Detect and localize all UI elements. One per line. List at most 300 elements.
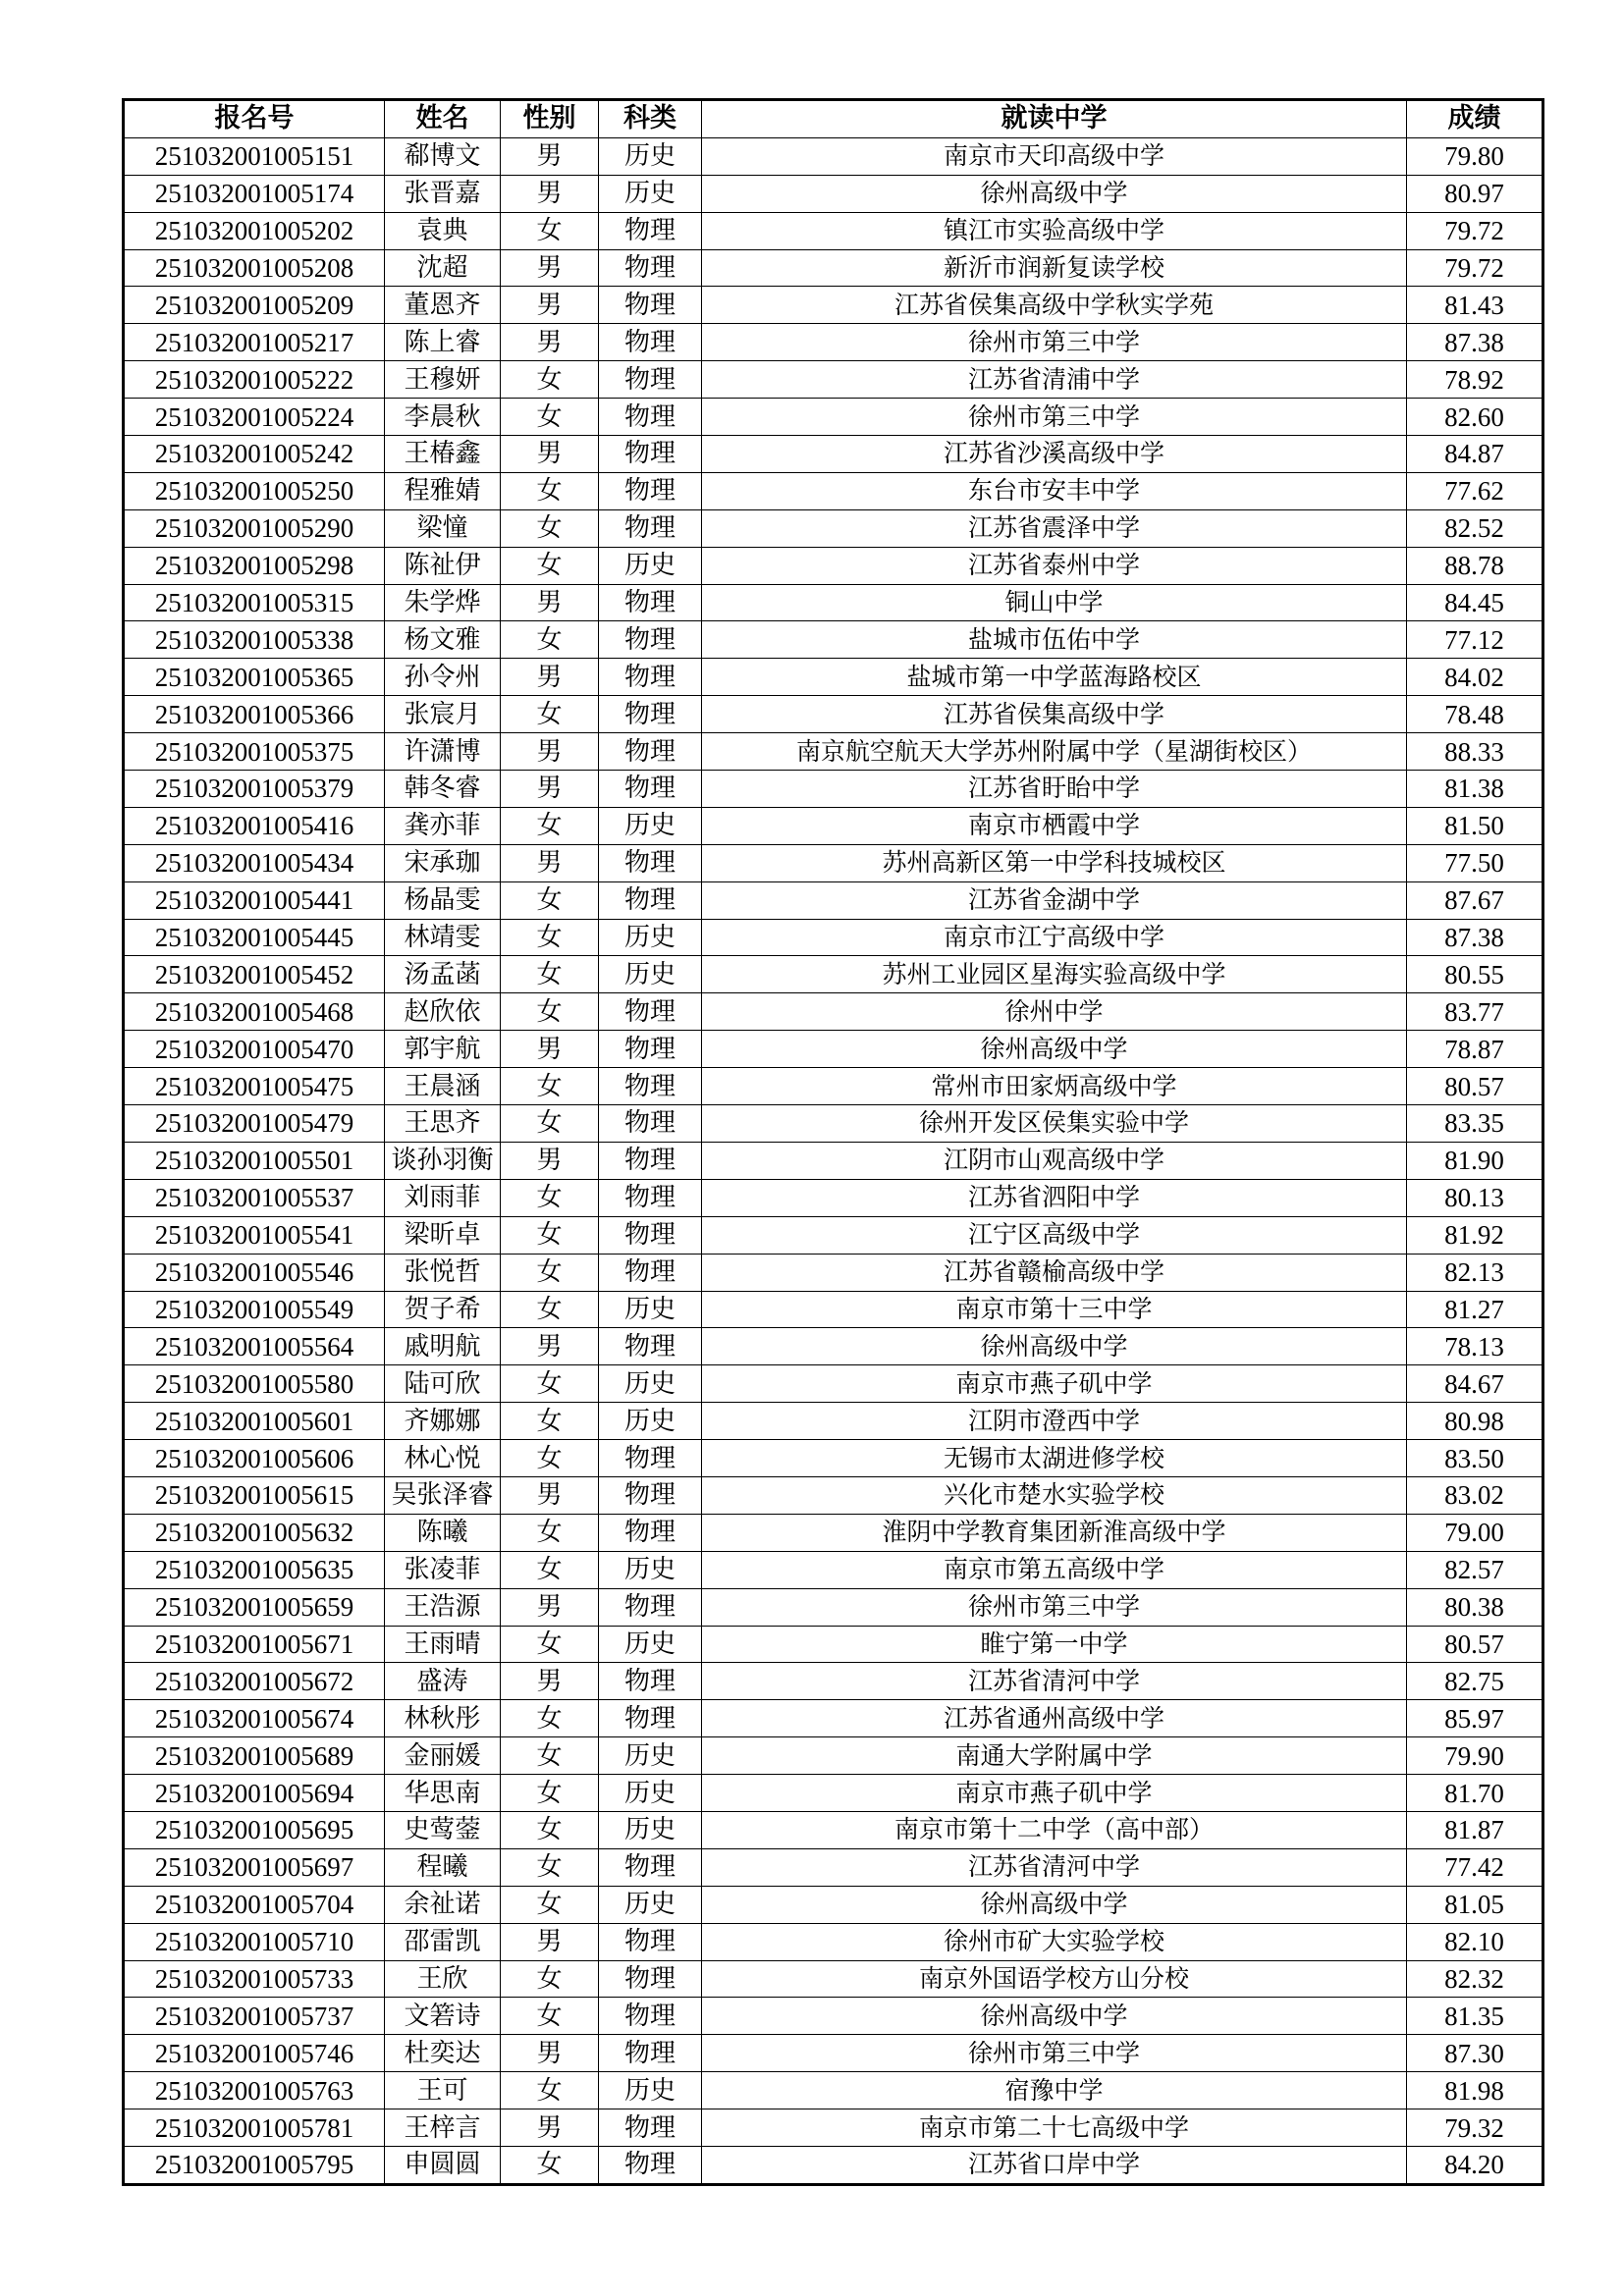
gender-cell: 女 [501,399,599,436]
score-cell: 83.02 [1407,1476,1543,1514]
header-score: 成绩 [1407,100,1543,138]
score-cell: 77.42 [1407,1848,1543,1886]
score-cell: 78.13 [1407,1328,1543,1365]
name-cell: 沈超 [385,249,501,287]
score-cell: 79.72 [1407,212,1543,249]
registration-number-cell: 251032001005298 [124,547,385,584]
subject-track-cell: 历史 [599,1737,702,1775]
subject-track-cell: 物理 [599,1998,702,2035]
table-row [124,137,1543,175]
table-row [124,1216,1543,1254]
subject-track-cell: 物理 [599,1848,702,1886]
score-cell: 83.50 [1407,1440,1543,1477]
name-cell: 宋承珈 [385,844,501,881]
registration-number-cell: 251032001005290 [124,509,385,547]
name-cell: 王晨涵 [385,1068,501,1105]
school-cell: 江苏省清河中学 [702,1663,1407,1700]
score-cell: 83.77 [1407,993,1543,1031]
header-gender: 性别 [501,100,599,138]
gender-cell: 女 [501,1216,599,1254]
subject-track-cell: 历史 [599,175,702,212]
name-cell: 孙令州 [385,659,501,696]
registration-number-cell: 251032001005546 [124,1254,385,1291]
school-cell: 南京市第二十七高级中学 [702,2109,1407,2147]
registration-number-cell: 251032001005606 [124,1440,385,1477]
gender-cell: 男 [501,1476,599,1514]
name-cell: 张凌菲 [385,1551,501,1588]
registration-number-cell: 251032001005375 [124,733,385,771]
table-row [124,1700,1543,1737]
registration-number-cell: 251032001005746 [124,2035,385,2072]
score-cell: 85.97 [1407,1700,1543,1737]
name-cell: 林秋彤 [385,1700,501,1737]
table-row [124,1142,1543,1179]
gender-cell: 女 [501,621,599,659]
header-registration-number: 报名号 [124,100,385,138]
table-row [124,1476,1543,1514]
header-row [124,100,1543,138]
table-row [124,659,1543,696]
name-cell: 程曦 [385,1848,501,1886]
registration-number-cell: 251032001005434 [124,844,385,881]
registration-number-cell: 251032001005224 [124,399,385,436]
gender-cell: 女 [501,1551,599,1588]
school-cell: 南通大学附属中学 [702,1737,1407,1775]
registration-number-cell: 251032001005416 [124,807,385,844]
name-cell: 刘雨菲 [385,1179,501,1216]
gender-cell: 女 [501,1254,599,1291]
school-cell: 徐州高级中学 [702,1328,1407,1365]
registration-number-cell: 251032001005697 [124,1848,385,1886]
gender-cell: 男 [501,287,599,324]
school-cell: 江阴市山观高级中学 [702,1142,1407,1179]
registration-number-cell: 251032001005671 [124,1626,385,1663]
subject-track-cell: 历史 [599,2072,702,2109]
table-row [124,399,1543,436]
registration-number-cell: 251032001005445 [124,919,385,956]
registration-number-cell: 251032001005601 [124,1403,385,1440]
name-cell: 杨晶雯 [385,881,501,919]
school-cell: 江苏省口岸中学 [702,2146,1407,2184]
table-row [124,919,1543,956]
table-row [124,844,1543,881]
registration-number-cell: 251032001005501 [124,1142,385,1179]
table-row [124,1105,1543,1143]
table-row [124,807,1543,844]
school-cell: 常州市田家炳高级中学 [702,1068,1407,1105]
subject-track-cell: 历史 [599,1291,702,1328]
school-cell: 镇江市实验高级中学 [702,212,1407,249]
school-cell: 徐州市第三中学 [702,399,1407,436]
subject-track-cell: 物理 [599,2146,702,2184]
gender-cell: 男 [501,733,599,771]
gender-cell: 女 [501,1291,599,1328]
school-cell: 江苏省沙溪高级中学 [702,436,1407,473]
name-cell: 程雅婧 [385,472,501,509]
gender-cell: 女 [501,1811,599,1848]
subject-track-cell: 物理 [599,1663,702,1700]
score-cell: 81.50 [1407,807,1543,844]
name-cell: 赵欣依 [385,993,501,1031]
school-cell: 徐州中学 [702,993,1407,1031]
name-cell: 盛涛 [385,1663,501,1700]
score-cell: 81.38 [1407,771,1543,808]
school-cell: 江苏省震泽中学 [702,509,1407,547]
table-row [124,1588,1543,1626]
gender-cell: 女 [501,1775,599,1812]
name-cell: 陈祉伊 [385,547,501,584]
name-cell: 张宸月 [385,696,501,733]
score-cell: 88.78 [1407,547,1543,584]
school-cell: 南京市江宁高级中学 [702,919,1407,956]
gender-cell: 女 [501,1514,599,1551]
table-row [124,1626,1543,1663]
name-cell: 史莺蓥 [385,1811,501,1848]
gender-cell: 女 [501,547,599,584]
subject-track-cell: 物理 [599,659,702,696]
name-cell: 郗博文 [385,137,501,175]
gender-cell: 女 [501,1403,599,1440]
school-cell: 南京市第五高级中学 [702,1551,1407,1588]
score-cell: 84.67 [1407,1365,1543,1403]
table-row [124,1254,1543,1291]
subject-track-cell: 物理 [599,249,702,287]
name-cell: 董恩齐 [385,287,501,324]
subject-track-cell: 历史 [599,137,702,175]
registration-number-cell: 251032001005366 [124,696,385,733]
school-cell: 徐州市矿大实验学校 [702,1923,1407,1960]
name-cell: 王可 [385,2072,501,2109]
registration-number-cell: 251032001005208 [124,249,385,287]
name-cell: 戚明航 [385,1328,501,1365]
gender-cell: 女 [501,1737,599,1775]
score-cell: 81.43 [1407,287,1543,324]
table-row [124,287,1543,324]
name-cell: 贺子希 [385,1291,501,1328]
score-cell: 83.35 [1407,1105,1543,1143]
table-row [124,472,1543,509]
score-cell: 81.87 [1407,1811,1543,1848]
subject-track-cell: 历史 [599,547,702,584]
school-cell: 徐州开发区侯集实验中学 [702,1105,1407,1143]
school-cell: 无锡市太湖进修学校 [702,1440,1407,1477]
subject-track-cell: 物理 [599,2109,702,2147]
gender-cell: 男 [501,1031,599,1068]
gender-cell: 女 [501,472,599,509]
score-cell: 78.92 [1407,361,1543,399]
registration-number-cell: 251032001005580 [124,1365,385,1403]
table-row [124,771,1543,808]
table-row [124,1848,1543,1886]
name-cell: 王思齐 [385,1105,501,1143]
gender-cell: 女 [501,1886,599,1923]
name-cell: 谈孙羽衡 [385,1142,501,1179]
school-cell: 苏州工业园区星海实验高级中学 [702,956,1407,993]
gender-cell: 女 [501,1998,599,2035]
table-row [124,1886,1543,1923]
registration-number-cell: 251032001005468 [124,993,385,1031]
gender-cell: 男 [501,659,599,696]
school-cell: 东台市安丰中学 [702,472,1407,509]
name-cell: 梁昕卓 [385,1216,501,1254]
subject-track-cell: 物理 [599,696,702,733]
gender-cell: 女 [501,1365,599,1403]
gender-cell: 男 [501,175,599,212]
table-row [124,212,1543,249]
registration-number-cell: 251032001005733 [124,1960,385,1998]
school-cell: 徐州高级中学 [702,1998,1407,2035]
school-cell: 南京外国语学校方山分校 [702,1960,1407,1998]
table-row [124,1923,1543,1960]
subject-track-cell: 物理 [599,1142,702,1179]
name-cell: 王梓言 [385,2109,501,2147]
table-row [124,1179,1543,1216]
subject-track-cell: 物理 [599,1105,702,1143]
school-cell: 铜山中学 [702,584,1407,621]
name-cell: 张晋嘉 [385,175,501,212]
registration-number-cell: 251032001005151 [124,137,385,175]
registration-number-cell: 251032001005635 [124,1551,385,1588]
registration-number-cell: 251032001005615 [124,1476,385,1514]
registration-number-cell: 251032001005632 [124,1514,385,1551]
gender-cell: 男 [501,324,599,361]
table-row [124,249,1543,287]
registration-number-cell: 251032001005470 [124,1031,385,1068]
gender-cell: 男 [501,844,599,881]
registration-number-cell: 251032001005674 [124,1700,385,1737]
registration-number-cell: 251032001005222 [124,361,385,399]
name-cell: 文箬诗 [385,1998,501,2035]
table-row [124,1775,1543,1812]
score-cell: 80.57 [1407,1068,1543,1105]
subject-track-cell: 物理 [599,1476,702,1514]
gender-cell: 男 [501,137,599,175]
gender-cell: 男 [501,1663,599,1700]
name-cell: 张悦哲 [385,1254,501,1291]
gender-cell: 男 [501,2109,599,2147]
school-cell: 江苏省泗阳中学 [702,1179,1407,1216]
registration-number-cell: 251032001005174 [124,175,385,212]
registration-number-cell: 251032001005689 [124,1737,385,1775]
school-cell: 江阴市澄西中学 [702,1403,1407,1440]
gender-cell: 女 [501,1700,599,1737]
registration-number-cell: 251032001005795 [124,2146,385,2184]
name-cell: 华思南 [385,1775,501,1812]
table-row [124,1998,1543,2035]
table-row [124,1291,1543,1328]
name-cell: 齐娜娜 [385,1403,501,1440]
table-row [124,175,1543,212]
score-cell: 81.98 [1407,2072,1543,2109]
score-cell: 81.05 [1407,1886,1543,1923]
gender-cell: 女 [501,2072,599,2109]
subject-track-cell: 物理 [599,1328,702,1365]
gender-cell: 女 [501,361,599,399]
gender-cell: 男 [501,1923,599,1960]
subject-track-cell: 物理 [599,1700,702,1737]
school-cell: 南京市第十二中学（高中部） [702,1811,1407,1848]
score-cell: 82.75 [1407,1663,1543,1700]
score-cell: 87.38 [1407,919,1543,956]
registration-number-cell: 251032001005202 [124,212,385,249]
registration-number-cell: 251032001005338 [124,621,385,659]
registration-number-cell: 251032001005763 [124,2072,385,2109]
school-cell: 盐城市第一中学蓝海路校区 [702,659,1407,696]
school-cell: 江苏省侯集高级中学 [702,696,1407,733]
table-row [124,621,1543,659]
name-cell: 许潇博 [385,733,501,771]
table-row [124,1031,1543,1068]
subject-track-cell: 物理 [599,324,702,361]
name-cell: 陈上睿 [385,324,501,361]
score-cell: 81.27 [1407,1291,1543,1328]
gender-cell: 女 [501,212,599,249]
gender-cell: 男 [501,2035,599,2072]
table-row [124,956,1543,993]
table-row [124,1663,1543,1700]
score-cell: 79.80 [1407,137,1543,175]
gender-cell: 女 [501,1848,599,1886]
score-table [122,98,1544,2186]
school-cell: 徐州市第三中学 [702,1588,1407,1626]
gender-cell: 女 [501,696,599,733]
subject-track-cell: 历史 [599,919,702,956]
gender-cell: 女 [501,881,599,919]
score-cell: 80.38 [1407,1588,1543,1626]
score-cell: 80.57 [1407,1626,1543,1663]
subject-track-cell: 物理 [599,621,702,659]
subject-track-cell: 物理 [599,472,702,509]
table-row [124,1551,1543,1588]
score-cell: 78.87 [1407,1031,1543,1068]
gender-cell: 男 [501,1142,599,1179]
name-cell: 林靖雯 [385,919,501,956]
registration-number-cell: 251032001005710 [124,1923,385,1960]
school-cell: 南京市燕子矶中学 [702,1775,1407,1812]
registration-number-cell: 251032001005695 [124,1811,385,1848]
table-row [124,2146,1543,2184]
subject-track-cell: 历史 [599,807,702,844]
registration-number-cell: 251032001005704 [124,1886,385,1923]
gender-cell: 女 [501,993,599,1031]
name-cell: 陈曦 [385,1514,501,1551]
registration-number-cell: 251032001005315 [124,584,385,621]
subject-track-cell: 历史 [599,1626,702,1663]
table-row [124,696,1543,733]
score-cell: 81.92 [1407,1216,1543,1254]
gender-cell: 女 [501,1960,599,1998]
gender-cell: 男 [501,584,599,621]
score-cell: 80.55 [1407,956,1543,993]
score-cell: 84.02 [1407,659,1543,696]
subject-track-cell: 历史 [599,956,702,993]
table-row [124,2072,1543,2109]
gender-cell: 女 [501,1626,599,1663]
name-cell: 林心悦 [385,1440,501,1477]
name-cell: 余祉诺 [385,1886,501,1923]
school-cell: 兴化市楚水实验学校 [702,1476,1407,1514]
registration-number-cell: 251032001005209 [124,287,385,324]
registration-number-cell: 251032001005242 [124,436,385,473]
table-row [124,1514,1543,1551]
subject-track-cell: 物理 [599,993,702,1031]
subject-track-cell: 物理 [599,844,702,881]
header-school: 就读中学 [702,100,1407,138]
score-cell: 82.57 [1407,1551,1543,1588]
registration-number-cell: 251032001005549 [124,1291,385,1328]
subject-track-cell: 历史 [599,1886,702,1923]
registration-number-cell: 251032001005781 [124,2109,385,2147]
subject-track-cell: 物理 [599,1440,702,1477]
score-cell: 82.13 [1407,1254,1543,1291]
name-cell: 金丽媛 [385,1737,501,1775]
registration-number-cell: 251032001005564 [124,1328,385,1365]
subject-track-cell: 物理 [599,733,702,771]
school-cell: 徐州高级中学 [702,175,1407,212]
school-cell: 江苏省清浦中学 [702,361,1407,399]
registration-number-cell: 251032001005250 [124,472,385,509]
name-cell: 李晨秋 [385,399,501,436]
name-cell: 郭宇航 [385,1031,501,1068]
school-cell: 江苏省侯集高级中学秋实学苑 [702,287,1407,324]
school-cell: 江苏省通州高级中学 [702,1700,1407,1737]
subject-track-cell: 物理 [599,771,702,808]
score-cell: 79.32 [1407,2109,1543,2147]
score-cell: 87.67 [1407,881,1543,919]
table-row [124,1365,1543,1403]
score-cell: 84.45 [1407,584,1543,621]
table-row [124,993,1543,1031]
subject-track-cell: 物理 [599,1960,702,1998]
subject-track-cell: 物理 [599,287,702,324]
subject-track-cell: 物理 [599,509,702,547]
name-cell: 袁典 [385,212,501,249]
subject-track-cell: 物理 [599,212,702,249]
school-cell: 南京航空航天大学苏州附属中学（星湖街校区） [702,733,1407,771]
name-cell: 王欣 [385,1960,501,1998]
gender-cell: 女 [501,1440,599,1477]
name-cell: 汤孟菡 [385,956,501,993]
gender-cell: 男 [501,249,599,287]
school-cell: 江苏省泰州中学 [702,547,1407,584]
school-cell: 南京市栖霞中学 [702,807,1407,844]
table-row [124,584,1543,621]
score-cell: 82.10 [1407,1923,1543,1960]
gender-cell: 女 [501,1179,599,1216]
gender-cell: 男 [501,1328,599,1365]
table-row [124,1068,1543,1105]
subject-track-cell: 物理 [599,1179,702,1216]
gender-cell: 女 [501,509,599,547]
table-row [124,881,1543,919]
table-row [124,733,1543,771]
gender-cell: 女 [501,919,599,956]
school-cell: 江宁区高级中学 [702,1216,1407,1254]
score-cell: 87.30 [1407,2035,1543,2072]
registration-number-cell: 251032001005379 [124,771,385,808]
score-cell: 84.20 [1407,2146,1543,2184]
subject-track-cell: 物理 [599,1254,702,1291]
registration-number-cell: 251032001005672 [124,1663,385,1700]
name-cell: 杜奕达 [385,2035,501,2072]
name-cell: 朱学烨 [385,584,501,621]
registration-number-cell: 251032001005217 [124,324,385,361]
score-cell: 82.60 [1407,399,1543,436]
name-cell: 梁憧 [385,509,501,547]
name-cell: 申圆圆 [385,2146,501,2184]
registration-number-cell: 251032001005659 [124,1588,385,1626]
school-cell: 新沂市润新复读学校 [702,249,1407,287]
